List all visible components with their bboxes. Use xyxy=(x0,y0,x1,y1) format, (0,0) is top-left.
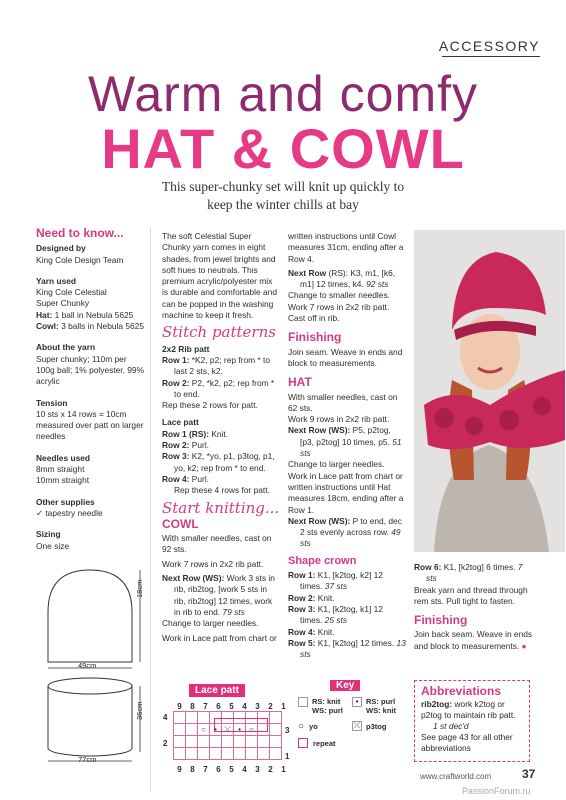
abbrev-def: work k2tog or p2tog to maintain rib patt. xyxy=(421,699,516,720)
lace-heading: Lace patt xyxy=(162,417,199,428)
col-num: 3 xyxy=(255,765,260,774)
designer: King Cole Design Team xyxy=(36,254,124,265)
rib-repeat: Rep these 2 rows for patt. xyxy=(162,400,258,411)
about-text: Super chunky; 110m per 100g ball; 1% polyester, 99% acrylic xyxy=(36,353,145,387)
cowl-next-row-sts: 79 sts xyxy=(222,606,245,617)
crown-row-4-text: Knit. xyxy=(315,626,335,637)
cowl-measure: written instructions until Cowl measures 31cm, ending after a Row 4. xyxy=(288,231,404,264)
purl-key-icon: • xyxy=(352,697,362,707)
key-ws-purl: WS: purl xyxy=(312,706,343,715)
hat-change-needles: Change to larger needles. xyxy=(288,459,385,470)
hat-next-row-label: Next Row (WS): xyxy=(288,425,351,436)
finishing-text-1: Join seam. Weave in ends and block to measurements. xyxy=(288,346,403,368)
hat-next-row xyxy=(288,425,406,459)
sizing-value: One size xyxy=(36,540,70,551)
col-num: 5 xyxy=(229,765,234,774)
stitch-patterns-heading: Stitch patterns xyxy=(162,323,276,342)
abbrev-see: See page 43 for all other abbreviations xyxy=(421,732,513,753)
lace-row-1-text: Knit. xyxy=(209,428,229,439)
key-rs-knit: RS: knit xyxy=(312,697,341,706)
needles-label: Needles used xyxy=(36,452,90,463)
end-mark-icon: ● xyxy=(521,640,527,651)
repeat-key-icon xyxy=(298,738,308,748)
cowl-next-row-label: Next Row (WS): xyxy=(162,573,225,584)
abbrev-sdec xyxy=(421,721,523,732)
cowl-work-lace: Work in Lace patt from chart or xyxy=(162,632,277,643)
abbreviations-box xyxy=(414,680,530,762)
section-rule xyxy=(442,56,540,57)
watermark: PassionForum.ru xyxy=(462,786,531,796)
hat-next-row-2 xyxy=(288,516,406,550)
lace-row-2 xyxy=(162,440,280,451)
col-num: 1 xyxy=(281,765,286,774)
rib-row-1-label: Row 1: xyxy=(162,354,190,365)
knit-key-icon xyxy=(298,697,308,707)
key-repeat: repeat xyxy=(313,738,336,748)
col-num: 8 xyxy=(190,765,195,774)
col-num: 7 xyxy=(203,765,208,774)
lace-row-4-text: Purl. xyxy=(189,473,210,484)
crown-row-3-sts: 25 sts xyxy=(324,615,348,626)
col-num: 4 xyxy=(242,702,247,711)
hat-width-label: 49cm xyxy=(78,661,97,670)
chart-row-numbers-right xyxy=(282,711,294,763)
shape-crown-heading: Shape crown xyxy=(288,554,357,567)
cowl-smaller-needles: Change to smaller needles. xyxy=(288,290,390,301)
col-num: 2 xyxy=(268,702,273,711)
key-ws-knit: WS: knit xyxy=(366,706,396,715)
crown-row-1-sts: 37 sts xyxy=(324,581,348,592)
key-p3tog: p3tog xyxy=(366,721,387,731)
instructions-column-3 xyxy=(414,562,534,655)
needle-2: 10mm straight xyxy=(36,475,90,486)
hat-heading: HAT xyxy=(288,375,312,390)
cowl-next-row-text: Work 3 sts in rib, rib2tog, [work 5 sts in rib, rib2tog] 12 times, work in rib to end. xyxy=(174,573,275,617)
rib-row-1 xyxy=(162,355,280,378)
key-yo: yo xyxy=(309,721,318,731)
key-title: Key xyxy=(330,680,360,691)
col-num: 2 xyxy=(268,765,273,774)
crown-row-5-label: Row 5: xyxy=(288,637,316,648)
yo-symbol: ○ xyxy=(246,724,258,736)
chart-key xyxy=(298,680,406,748)
chart-row-numbers-left xyxy=(163,711,173,763)
crown-row-5-text: K1, [k2tog] 12 times. xyxy=(315,637,397,648)
tension-text: 10 sts x 14 rows = 10cm measured over patt on larger needles xyxy=(36,408,144,442)
crown-row-2-text: Knit. xyxy=(315,592,335,603)
page-number: 37 xyxy=(522,767,536,781)
cowl-next-row-rs xyxy=(288,268,406,291)
hat-next-row-2-sts: 49 sts xyxy=(300,527,401,549)
cowl-width-label: 77cm xyxy=(78,755,97,764)
finishing-heading-1: Finishing xyxy=(288,330,342,345)
crown-row-4 xyxy=(288,627,406,638)
crown-row-4-label: Row 4: xyxy=(288,626,316,637)
yo-key-icon: ○ xyxy=(298,720,305,732)
abbreviations-heading: Abbreviations xyxy=(421,684,502,698)
subtitle xyxy=(130,178,436,214)
col-num: 3 xyxy=(255,702,260,711)
chart-row-2 xyxy=(174,736,282,748)
instructions-column-1 xyxy=(162,231,280,647)
crown-row-5 xyxy=(288,638,406,661)
cowl-height-label: 36cm xyxy=(135,701,144,720)
lace-row-3-label: Row 3: xyxy=(162,451,190,462)
row-num-4: 4 xyxy=(163,713,168,722)
other-supplies: ✓ tapestry needle xyxy=(36,507,103,518)
lace-row-2-text: Purl. xyxy=(189,440,210,451)
yarn-line-2: Super Chunky xyxy=(36,298,90,309)
title-line-2: HAT & COWL xyxy=(101,117,465,180)
finishing-heading-2: Finishing xyxy=(414,613,468,628)
lace-row-4 xyxy=(162,474,280,485)
about-label: About the yarn xyxy=(36,342,96,353)
cowl-next-rs-text: (RS): K3, m1, [k6, m1] 12 times, k4. xyxy=(300,267,396,290)
crown-row-5-sts: 13 sts xyxy=(300,637,406,660)
start-knitting-heading: Start knitting... xyxy=(162,498,280,517)
cowl-next-rs-label: Next Row xyxy=(288,267,327,278)
crown-row-6-label: Row 6: xyxy=(414,562,442,572)
lace-row-1 xyxy=(162,429,280,440)
row-num-1: 1 xyxy=(285,752,290,761)
cowl-next-row xyxy=(162,573,280,618)
title-line-1: Warm and comfy xyxy=(87,66,478,122)
col-num: 8 xyxy=(190,702,195,711)
need-to-know-heading: Need to know... xyxy=(36,226,124,240)
yo-symbol: ○ xyxy=(198,724,210,736)
crown-row-1 xyxy=(288,570,406,593)
sizing-label: Sizing xyxy=(36,529,61,540)
crown-row-3 xyxy=(288,604,406,627)
model-photo xyxy=(414,230,565,552)
other-supplies-label: Other supplies xyxy=(36,496,95,507)
hat-schematic xyxy=(48,570,132,662)
lace-chart-title: Lace patt xyxy=(189,684,245,697)
cowl-rib: Work 7 rows in 2x2 rib patt. xyxy=(162,558,264,569)
cowl-yarn-label: Cowl: xyxy=(36,321,59,332)
col-num: 6 xyxy=(216,702,221,711)
hat-yarn xyxy=(36,310,146,321)
row-num-2: 2 xyxy=(163,739,168,748)
crown-row-6 xyxy=(414,562,534,585)
lace-row-3 xyxy=(162,451,280,474)
col-num: 7 xyxy=(203,702,208,711)
instructions-column-2 xyxy=(288,231,406,660)
purl-symbol: • xyxy=(210,724,222,736)
footer-url[interactable]: www.craftworld.com xyxy=(420,772,492,781)
lace-repeat: Rep these 4 rows for patt. xyxy=(174,485,270,496)
cowl-heading: COWL xyxy=(162,516,199,531)
cowl-next-rs-sts: 92 sts xyxy=(366,279,389,290)
yarn-label: Yarn used xyxy=(36,275,77,286)
hat-yarn-label: Hat: xyxy=(36,309,53,320)
chart-col-numbers-top xyxy=(163,702,294,711)
hat-next-row-sts: 51 sts xyxy=(300,436,402,459)
designed-by-label: Designed by xyxy=(36,243,86,254)
purl-symbol: • xyxy=(234,724,246,736)
crown-row-2 xyxy=(288,593,406,604)
col-num: 5 xyxy=(229,702,234,711)
cowl-yarn-value: 3 balls in Nebula 5625 xyxy=(58,321,145,332)
col-num: 4 xyxy=(242,765,247,774)
rib-row-2-label: Row 2: xyxy=(162,377,190,388)
row-num-3: 3 xyxy=(285,726,290,735)
crown-row-1-label: Row 1: xyxy=(288,570,316,581)
finishing-text-2 xyxy=(414,629,534,652)
col-num: 6 xyxy=(216,765,221,774)
hat-yarn-value: 1 ball in Nebula 5625 xyxy=(52,309,134,320)
p3tog-key-icon: ⤫ xyxy=(353,721,361,730)
hat-height-label: 18cm xyxy=(135,579,144,598)
lace-row-4-label: Row 4: xyxy=(162,473,190,484)
col-num: 1 xyxy=(281,702,286,711)
section-tag: ACCESSORY xyxy=(438,38,540,54)
lace-row-1-label: Row 1 (RS): xyxy=(162,428,209,439)
rib-row-1-text: *K2, p2; rep from * to last 2 sts, k2. xyxy=(174,354,270,377)
hat-rib: Work 9 rows in 2x2 rib patt. xyxy=(288,414,390,425)
need-to-know-column xyxy=(36,228,146,552)
col-num: 9 xyxy=(177,702,182,711)
subtitle-line-2: keep the winter chills at bay xyxy=(207,197,359,212)
crown-row-3-text: K1, [k2tog, k1] 12 times. xyxy=(300,603,383,626)
hat-cast-on: With smaller needles, cast on 62 sts. xyxy=(288,391,398,413)
chart-row-1 xyxy=(174,748,282,760)
lace-row-2-label: Row 2: xyxy=(162,440,190,451)
needle-1: 8mm straight xyxy=(36,464,85,475)
crown-row-1-text: K1, [k2tog, k2] 12 times. xyxy=(300,570,383,592)
column-divider xyxy=(150,228,151,792)
crown-row-3-label: Row 3: xyxy=(288,603,316,614)
abbrev-sdec-text: 1 st dec'd xyxy=(433,721,469,731)
crown-row-2-label: Row 2: xyxy=(288,592,316,603)
rib-row-2 xyxy=(162,378,280,401)
rib-row-2-text: P2, *k2, p2; rep from * to end. xyxy=(174,377,275,399)
cowl-rib-end: Work 7 rows in 2x2 rib patt. xyxy=(288,301,390,312)
intro-text: The soft Celestial Super Chunky yarn comes in eight shades, from jewel brights and soft hues to neutrals. This premium acrylic/polyester mix is durable and comfortable and can be popped in the washing machine to keep it fresh. xyxy=(162,231,277,321)
key-rs-purl: RS: purl xyxy=(366,697,396,706)
abbrev-rib2tog xyxy=(421,699,523,721)
col-num: 9 xyxy=(177,765,182,774)
model-illustration xyxy=(414,230,565,552)
cowl-cast-off: Cast off in rib. xyxy=(288,313,340,324)
hat-next-row-2-label: Next Row (WS): xyxy=(288,515,351,526)
rib-heading: 2x2 Rib patt xyxy=(162,343,210,354)
crown-row-6-sts: 7 sts xyxy=(426,562,523,584)
hat-next-row-2-text: P to end, dec 2 sts evenly across row. xyxy=(300,515,402,538)
crown-row-6-text: K1, [k2tog] 6 times. xyxy=(441,562,518,572)
repeat-bracket xyxy=(214,718,268,732)
break-yarn: Break yarn and thread through rem sts. Pull tight to fasten. xyxy=(414,584,528,606)
cowl-yarn xyxy=(36,321,146,332)
finishing-text-2-body: Join back seam. Weave in ends and block to measurements. xyxy=(414,629,533,651)
hat-next-row-text: P5, p2tog, [p3, p2tog] 10 times, p5. xyxy=(300,425,393,447)
abbrev-term: rib2tog: xyxy=(421,699,453,709)
hat-work-lace: Work in Lace patt from chart or written instructions until Hat measures 18cm, ending after a Row 1. xyxy=(288,470,404,515)
cowl-top-ellipse xyxy=(48,678,132,694)
cowl-change-needles: Change to larger needles. xyxy=(162,618,259,629)
yarn-line-1: King Cole Celestial xyxy=(36,287,107,298)
subtitle-line-1: This super-chunky set will knit up quickly to xyxy=(161,179,405,194)
chart-col-numbers-bottom xyxy=(163,765,294,774)
p3tog-symbol: ⤫ xyxy=(222,724,234,736)
cowl-cast-on: With smaller needles, cast on 92 sts. xyxy=(162,533,272,555)
lace-row-3-text: K2, *yo, p1, p3tog, p1, yo, k2; rep from * to end. xyxy=(174,451,275,473)
tension-label: Tension xyxy=(36,397,68,408)
